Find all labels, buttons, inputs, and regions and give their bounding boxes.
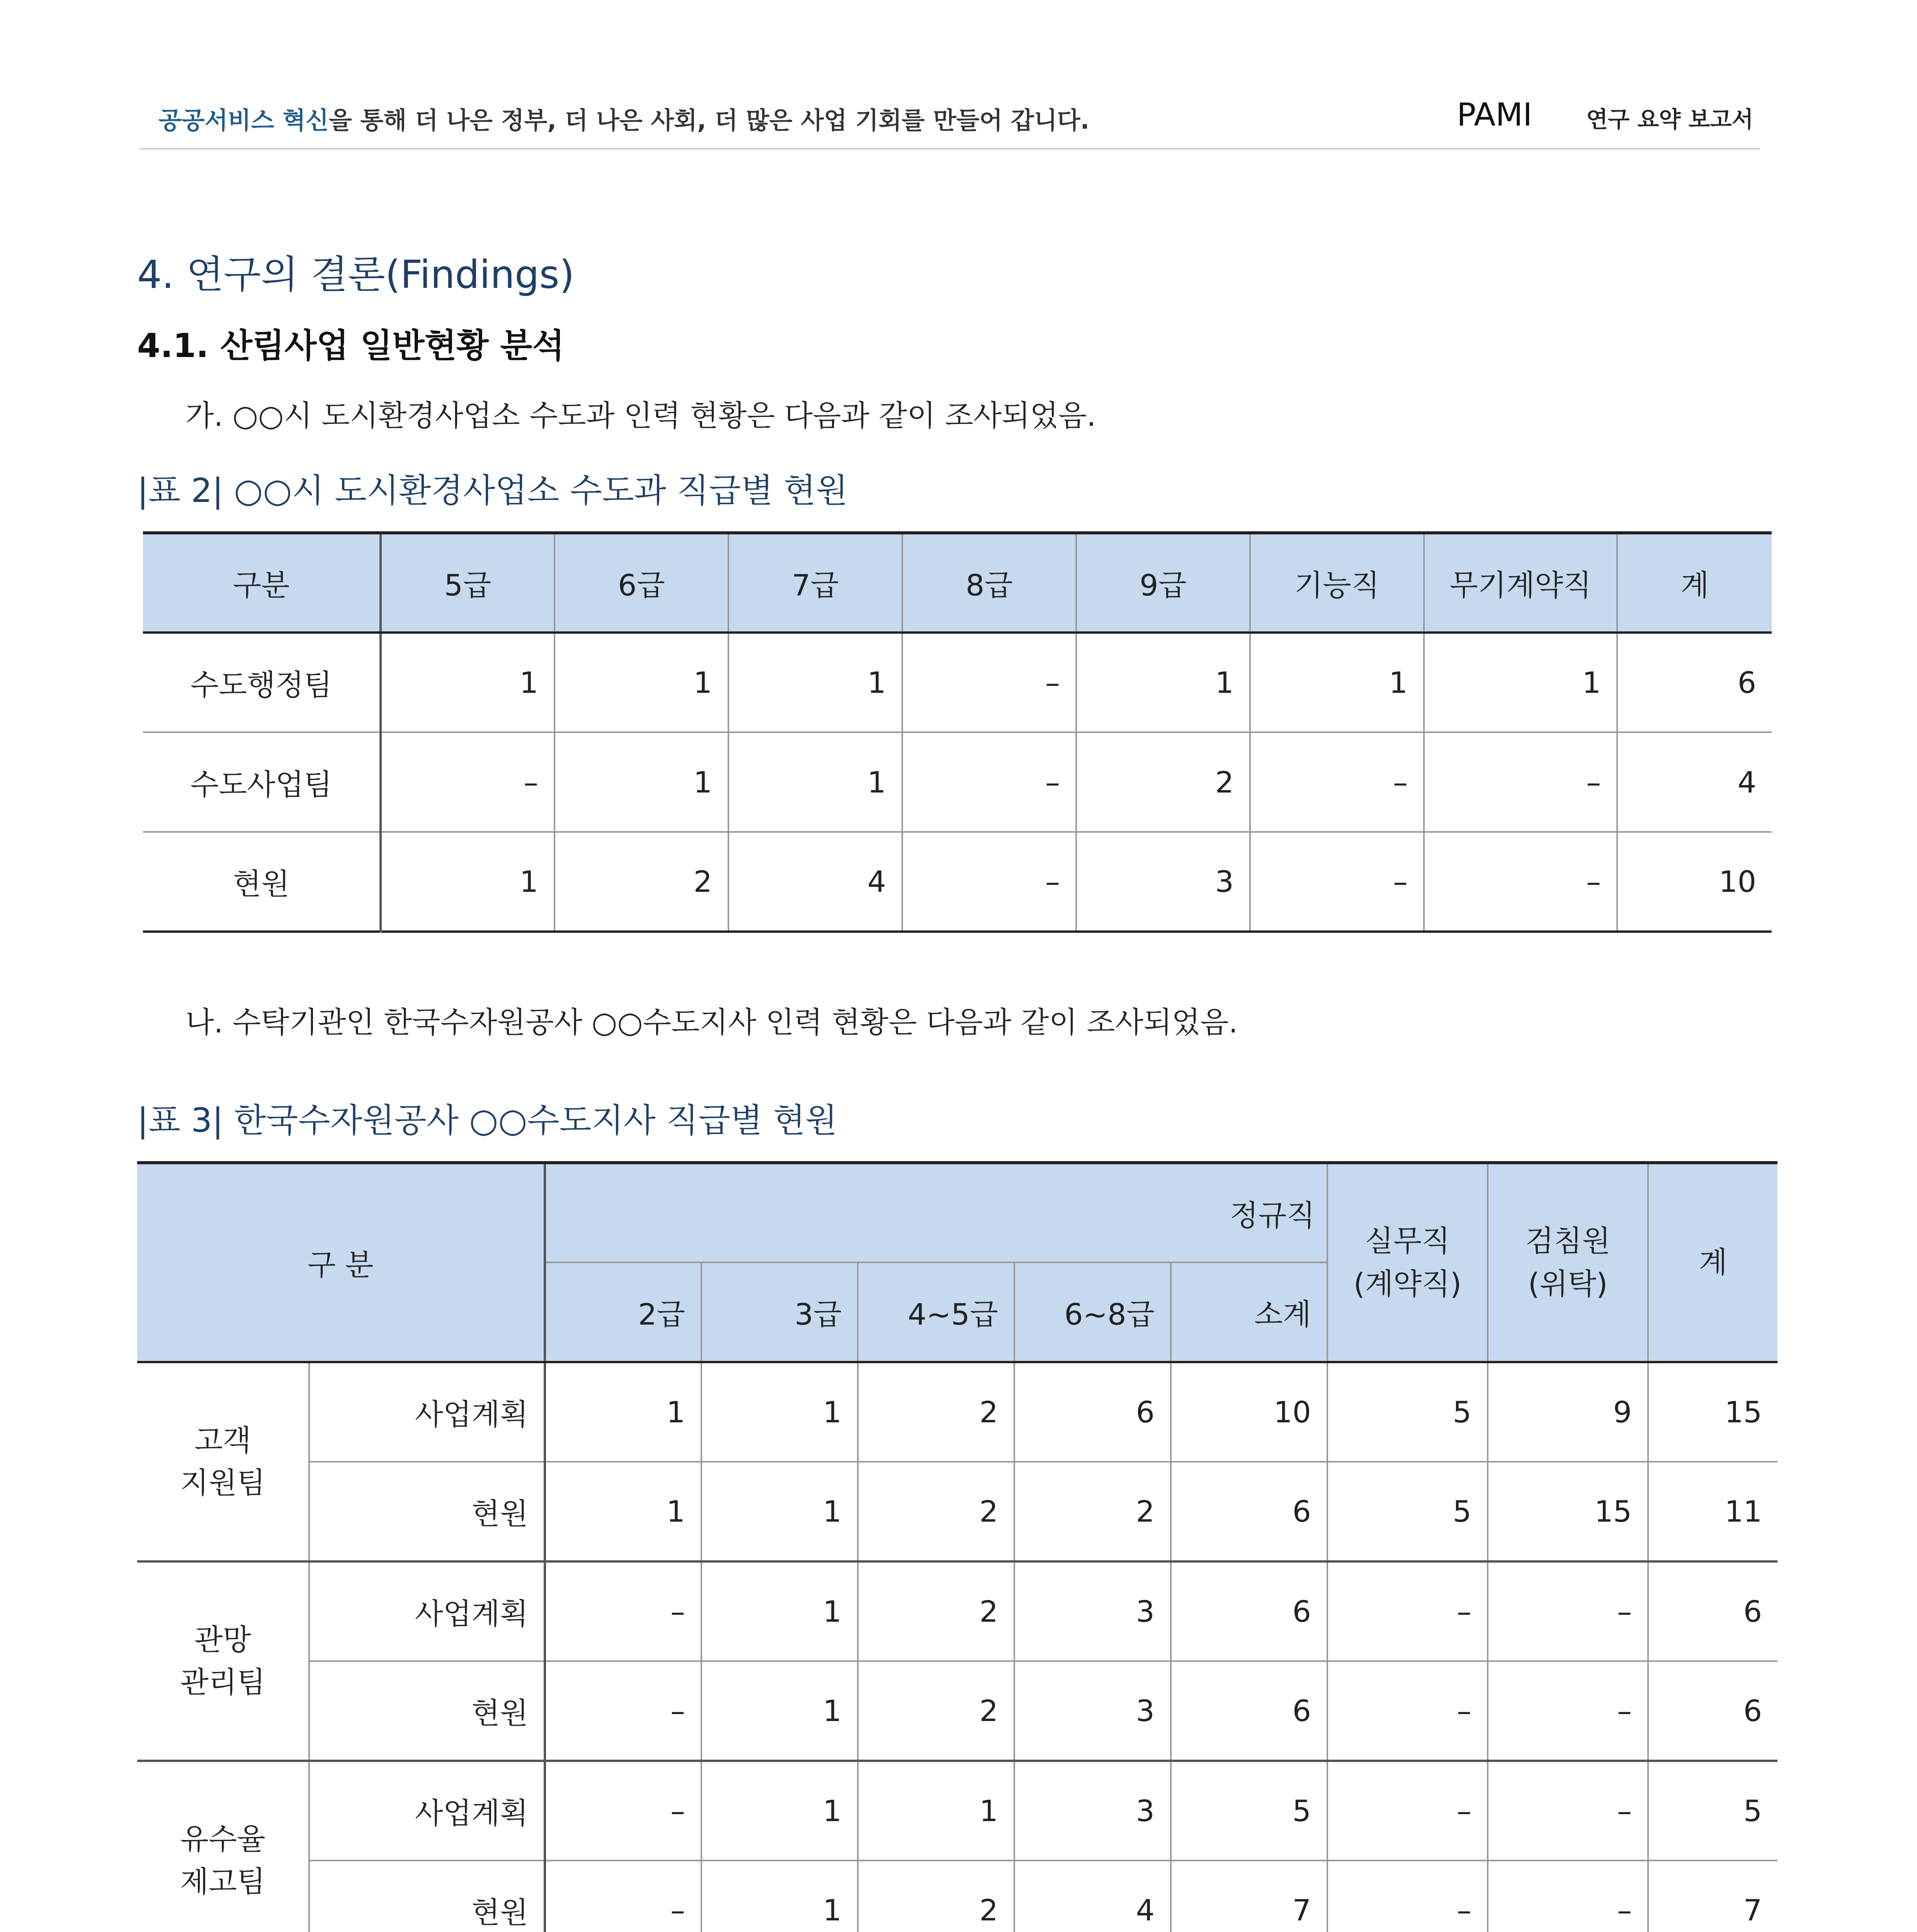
- table3-cell: 1: [701, 1761, 858, 1861]
- table3-regular-header: 정규직: [545, 1163, 1327, 1262]
- table2-header-cell: 무기계약직: [1424, 533, 1617, 633]
- table3-cell: 2: [858, 1462, 1014, 1561]
- header-motto: [158, 101, 1089, 136]
- table3-group-label: 고객 지원팀: [137, 1362, 309, 1561]
- table3-group-label: 관망 관리팀: [137, 1561, 309, 1761]
- table2-cell: –: [902, 732, 1076, 832]
- table3-cell: –: [1488, 1561, 1648, 1661]
- table3: [137, 1161, 1778, 1932]
- table2-cell: 1: [555, 732, 728, 832]
- table2-header-cell: 9급: [1076, 533, 1250, 633]
- table3-cell: 3: [1014, 1661, 1171, 1761]
- table3-subheader-cell: 소계: [1171, 1262, 1327, 1362]
- table2: [143, 531, 1772, 933]
- table2-row: [143, 732, 1772, 832]
- table3-cell: 2: [858, 1861, 1014, 1932]
- table3-cell: 6: [1171, 1661, 1327, 1761]
- table3-row-label: 현원: [309, 1861, 545, 1932]
- table3-subheader-cell: 4~5급: [858, 1262, 1014, 1362]
- table3-row: [137, 1661, 1778, 1761]
- table2-cell: –: [1250, 732, 1424, 832]
- table3-cell: 10: [1171, 1362, 1327, 1462]
- table2-header-cell: 7급: [728, 533, 902, 633]
- table3-caption: |표 3| 한국수자원공사 ○○수도지사 직급별 현원: [137, 1101, 837, 1140]
- table3-cell: 9: [1488, 1362, 1648, 1462]
- table3-group-label: 유수율 제고팀: [137, 1761, 309, 1932]
- table3-cell: 6: [1171, 1561, 1327, 1661]
- table2-row: [143, 633, 1772, 732]
- table3-row-label: 사업계획: [309, 1561, 545, 1661]
- table3-subheader-cell: 3급: [701, 1262, 858, 1362]
- table3-cell: 7: [1648, 1861, 1778, 1932]
- table2-cell: 1: [728, 633, 902, 732]
- table3-cell: 5: [1171, 1761, 1327, 1861]
- table2-row-label: 현원: [143, 832, 381, 932]
- table3-cell: –: [1327, 1561, 1488, 1661]
- table3-subheader-cell: 2급: [545, 1262, 701, 1362]
- table2-cell: –: [1424, 732, 1617, 832]
- header-report-title: 연구 요약 보고서: [1586, 106, 1754, 133]
- table2-cell: –: [381, 732, 555, 832]
- table2-header-cell: 6급: [555, 533, 728, 633]
- table3-cell: 6: [1014, 1362, 1171, 1462]
- table2-cell: 2: [1076, 732, 1250, 832]
- table2-cell: 6: [1617, 633, 1772, 732]
- table3-cell: –: [1327, 1761, 1488, 1861]
- table3-cell: 6: [1648, 1561, 1778, 1661]
- table3-cell: 1: [701, 1561, 858, 1661]
- table3-cell: 3: [1014, 1561, 1171, 1661]
- table3-cell: 2: [858, 1561, 1014, 1661]
- table2-cell: 10: [1617, 832, 1772, 932]
- table3-corner-header: 구 분: [137, 1163, 545, 1362]
- table3-cell: 6: [1171, 1462, 1327, 1561]
- table2-cell: 4: [728, 832, 902, 932]
- table3-cell: –: [1488, 1861, 1648, 1932]
- table3-cell: 1: [701, 1661, 858, 1761]
- header-brand: PAMI: [1457, 97, 1533, 133]
- table2-cell: –: [1424, 832, 1617, 932]
- table3-cell: 7: [1171, 1861, 1327, 1932]
- table2-cell: 1: [1424, 633, 1617, 732]
- table2-caption: |표 2| ○○시 도시환경사업소 수도과 직급별 현원: [137, 471, 848, 510]
- table3-cell: 2: [858, 1362, 1014, 1462]
- table3-cell: 1: [545, 1462, 701, 1561]
- table3-row: [137, 1462, 1778, 1561]
- table3-cell: 15: [1488, 1462, 1648, 1561]
- table3-cell: 5: [1648, 1761, 1778, 1861]
- table3-cell: –: [1327, 1861, 1488, 1932]
- table3-cell: 4: [1014, 1861, 1171, 1932]
- table3-row: [137, 1362, 1778, 1462]
- table2-header-cell: 8급: [902, 533, 1076, 633]
- table3-cell: –: [545, 1561, 701, 1661]
- table3-cell: –: [545, 1761, 701, 1861]
- table3-row-label: 사업계획: [309, 1761, 545, 1861]
- table3-cell: 2: [1014, 1462, 1171, 1561]
- table3-row-label: 현원: [309, 1661, 545, 1761]
- table3-cell: 6: [1648, 1661, 1778, 1761]
- table3-cell: 1: [858, 1761, 1014, 1861]
- table2-cell: 1: [381, 832, 555, 932]
- table3-cell: 2: [858, 1661, 1014, 1761]
- table2-row: [143, 832, 1772, 932]
- table3-cell: –: [1327, 1661, 1488, 1761]
- table2-header-cell: 5급: [381, 533, 555, 633]
- table3-cell: 1: [701, 1861, 858, 1932]
- table3-cell: 15: [1648, 1362, 1778, 1462]
- table2-header-cell: 구분: [143, 533, 381, 633]
- table2-cell: 1: [728, 732, 902, 832]
- table2-header-row: [143, 533, 1772, 633]
- paragraph-a: 가. ○○시 도시환경사업소 수도과 인력 현황은 다음과 같이 조사되었음.: [185, 398, 1096, 433]
- table3-header-row: [137, 1163, 1778, 1262]
- table2-cell: 2: [555, 832, 728, 932]
- table2-cell: –: [902, 832, 1076, 932]
- table3-cell: –: [1488, 1761, 1648, 1861]
- table3-cell: 3: [1014, 1761, 1171, 1861]
- table3-cell: –: [545, 1661, 701, 1761]
- table2-row-label: 수도행정팀: [143, 633, 381, 732]
- subsection-title: 4.1. 산림사업 일반현황 분석: [137, 327, 565, 365]
- table3-cell: 1: [701, 1362, 858, 1462]
- table2-cell: 1: [1250, 633, 1424, 732]
- table2-header-cell: 계: [1617, 533, 1772, 633]
- table3-subheader-cell: 6~8급: [1014, 1262, 1171, 1362]
- table3-clerical-header: 실무직 (계약직): [1327, 1163, 1488, 1362]
- table2-row-label: 수도사업팀: [143, 732, 381, 832]
- section-title: 4. 연구의 결론(Findings): [137, 252, 575, 297]
- table3-row: [137, 1561, 1778, 1661]
- table3-cell: 5: [1327, 1462, 1488, 1561]
- table3-total-header: 계: [1648, 1163, 1778, 1362]
- table3-cell: 5: [1327, 1362, 1488, 1462]
- table2-header-cell: 기능직: [1250, 533, 1424, 633]
- table2-cell: 4: [1617, 732, 1772, 832]
- table3-cell: –: [1488, 1661, 1648, 1761]
- table3-meter-header: 검침원 (위탁): [1488, 1163, 1648, 1362]
- table3-row: [137, 1761, 1778, 1861]
- table2-cell: 1: [1076, 633, 1250, 732]
- table3-cell: –: [545, 1861, 701, 1932]
- table2-cell: 1: [555, 633, 728, 732]
- table2-cell: –: [902, 633, 1076, 732]
- table2-cell: 3: [1076, 832, 1250, 932]
- header-divider: [139, 148, 1760, 150]
- table3-row-label: 사업계획: [309, 1362, 545, 1462]
- table2-cell: –: [1250, 832, 1424, 932]
- motto-highlight: 공공서비스 혁신: [158, 106, 329, 134]
- table3-row: [137, 1861, 1778, 1932]
- table2-cell: 1: [381, 633, 555, 732]
- table3-cell: 11: [1648, 1462, 1778, 1561]
- table3-row-label: 현원: [309, 1462, 545, 1561]
- motto-rest: 을 통해 더 나은 정부, 더 나은 사회, 더 많은 사업 기회를 만들어 갑니다.: [328, 106, 1090, 134]
- table3-cell: 1: [701, 1462, 858, 1561]
- table3-cell: 1: [545, 1362, 701, 1462]
- paragraph-b: 나. 수탁기관인 한국수자원공사 ○○수도지사 인력 현황은 다음과 같이 조사되었음.: [185, 1005, 1238, 1039]
